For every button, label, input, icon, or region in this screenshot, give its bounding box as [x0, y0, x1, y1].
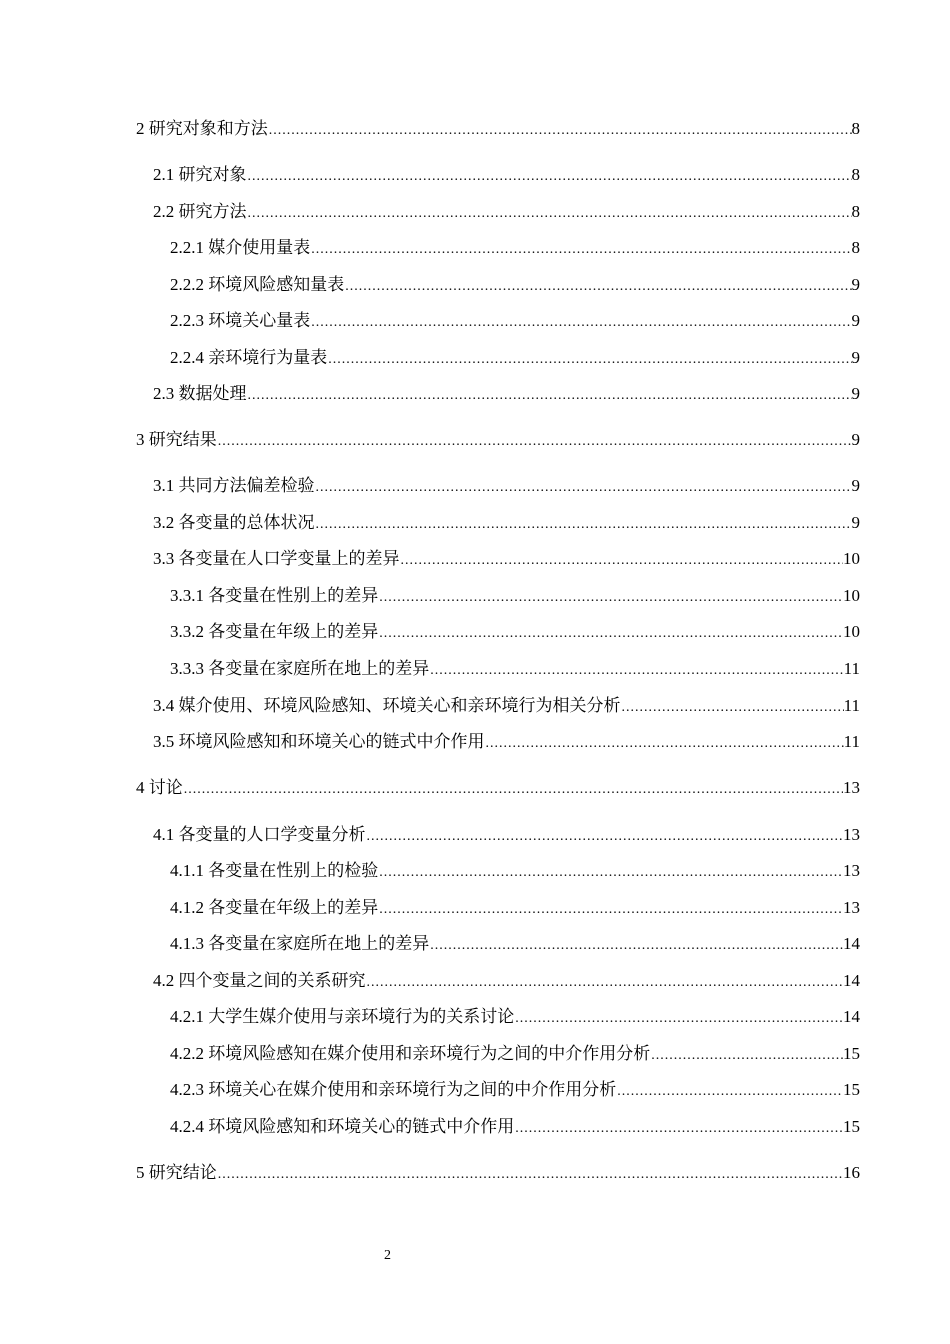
toc-entry-page: 10 [843, 586, 860, 605]
toc-leader-dots [316, 477, 852, 499]
toc-entry[interactable] [136, 1162, 860, 1186]
toc-entry-page: 14 [843, 934, 860, 953]
toc-entry-title: 4.2.2 环境风险感知在媒介使用和亲环境行为之间的中介作用分析 [170, 1044, 651, 1063]
page-number: 2 [384, 1248, 391, 1263]
toc-entry-page: 9 [851, 384, 860, 403]
toc-entry-page: 9 [851, 311, 860, 330]
toc-entry[interactable] [153, 731, 860, 755]
toc-entry-page: 8 [851, 165, 860, 184]
toc-entry-page: 15 [843, 1080, 860, 1099]
toc-entry-page: 13 [843, 825, 860, 844]
toc-entry-title: 4.2 四个变量之间的关系研究 [153, 971, 366, 990]
toc-entry[interactable] [170, 1006, 860, 1030]
toc-entry-page: 13 [843, 898, 860, 917]
toc-entry-page: 9 [851, 476, 860, 495]
toc-leader-dots [401, 550, 844, 572]
toc-entry-title: 2 研究对象和方法 [136, 119, 268, 138]
toc-entry[interactable] [136, 118, 860, 142]
toc-entry-title: 4.2.4 环境风险感知和环境关心的链式中介作用 [170, 1117, 515, 1136]
toc-entry-title: 3.3.2 各变量在年级上的差异 [170, 622, 379, 641]
toc-entry-title: 3.5 环境风险感知和环境关心的链式中介作用 [153, 732, 485, 751]
toc-entry[interactable] [170, 347, 860, 371]
toc-entry-page: 8 [851, 202, 860, 221]
toc-leader-dots [248, 203, 852, 225]
toc-entry-page: 16 [843, 1163, 860, 1182]
toc-leader-dots [269, 120, 852, 142]
toc-entry[interactable] [170, 585, 860, 609]
toc-entry[interactable] [153, 695, 860, 719]
toc-entry-page: 8 [851, 119, 860, 138]
toc-entry-title: 3.3.3 各变量在家庭所在地上的差异 [170, 659, 430, 678]
toc-entry-title: 3.4 媒介使用、环境风险感知、环境关心和亲环境行为相关分析 [153, 696, 621, 715]
toc-entry-title: 2.1 研究对象 [153, 165, 247, 184]
toc-entry-title: 2.2.4 亲环境行为量表 [170, 348, 328, 367]
toc-leader-dots [218, 1164, 843, 1186]
toc-entry[interactable] [136, 429, 860, 453]
toc-leader-dots [184, 779, 843, 801]
toc-leader-dots [248, 385, 852, 407]
toc-entry-page: 9 [851, 513, 860, 532]
toc-entry-title: 2.2.1 媒介使用量表 [170, 238, 311, 257]
toc-leader-dots [515, 1118, 843, 1140]
toc-entry-page: 9 [851, 348, 860, 367]
toc-entry-title: 4 讨论 [136, 778, 183, 797]
toc-entry-title: 4.2.3 环境关心在媒介使用和亲环境行为之间的中介作用分析 [170, 1080, 617, 1099]
toc-entry[interactable] [170, 933, 860, 957]
toc-entry[interactable] [153, 512, 860, 536]
toc-entry[interactable] [153, 548, 860, 572]
toc-leader-dots [311, 239, 851, 261]
toc-entry-title: 3 研究结果 [136, 430, 217, 449]
toc-leader-dots [379, 587, 843, 609]
toc-entry[interactable] [153, 164, 860, 188]
toc-leader-dots [367, 972, 844, 994]
toc-leader-dots [311, 312, 851, 334]
toc-entry[interactable] [153, 383, 860, 407]
toc-entry-title: 4.1.2 各变量在年级上的差异 [170, 898, 379, 917]
toc-entry[interactable] [153, 970, 860, 994]
toc-entry-page: 11 [843, 696, 860, 715]
toc-leader-dots [218, 431, 852, 453]
toc-leader-dots [328, 349, 851, 371]
toc-entry-page: 14 [843, 971, 860, 990]
toc-entry-page: 13 [843, 861, 860, 880]
toc-entry-page: 10 [843, 549, 860, 568]
toc-entry-title: 3.3 各变量在人口学变量上的差异 [153, 549, 400, 568]
toc-entry-title: 4.2.1 大学生媒介使用与亲环境行为的关系讨论 [170, 1007, 515, 1026]
toc-entry-title: 5 研究结论 [136, 1163, 217, 1182]
toc-entry[interactable] [170, 237, 860, 261]
toc-entry[interactable] [170, 310, 860, 334]
toc-entry-page: 15 [843, 1117, 860, 1136]
toc-entry-title: 2.2.2 环境风险感知量表 [170, 275, 345, 294]
toc-leader-dots [651, 1045, 843, 1067]
toc-entry-page: 11 [843, 659, 860, 678]
toc-leader-dots [316, 514, 852, 536]
toc-leader-dots [430, 660, 843, 682]
toc-entry-page: 9 [851, 430, 860, 449]
toc-entry-page: 9 [851, 275, 860, 294]
toc-entry-page: 15 [843, 1044, 860, 1063]
toc-leader-dots [379, 862, 843, 884]
toc-entry[interactable] [136, 777, 860, 801]
toc-entry[interactable] [153, 824, 860, 848]
toc-entry[interactable] [170, 658, 860, 682]
toc-entry-title: 3.1 共同方法偏差检验 [153, 476, 315, 495]
toc-entry[interactable] [170, 621, 860, 645]
toc-entry[interactable] [170, 274, 860, 298]
toc-entry-title: 3.2 各变量的总体状况 [153, 513, 315, 532]
toc-leader-dots [379, 899, 843, 921]
toc-leader-dots [617, 1081, 843, 1103]
toc-entry-page: 11 [843, 732, 860, 751]
toc-leader-dots [345, 276, 851, 298]
toc-entry[interactable] [170, 1079, 860, 1103]
toc-entry-page: 8 [851, 238, 860, 257]
toc-entry-page: 10 [843, 622, 860, 641]
toc-entry-title: 2.2.3 环境关心量表 [170, 311, 311, 330]
toc-entry[interactable] [153, 201, 860, 225]
toc-entry-title: 4.1.1 各变量在性别上的检验 [170, 861, 379, 880]
toc-entry[interactable] [170, 1043, 860, 1067]
toc-entry-title: 3.3.1 各变量在性别上的差异 [170, 586, 379, 605]
toc-entry-page: 14 [843, 1007, 860, 1026]
toc-entry-page: 13 [843, 778, 860, 797]
toc-leader-dots [486, 733, 844, 755]
toc-entry[interactable] [153, 475, 860, 499]
toc-entry-title: 4.1.3 各变量在家庭所在地上的差异 [170, 934, 430, 953]
toc-entry[interactable] [170, 897, 860, 921]
toc-leader-dots [622, 697, 844, 719]
toc-leader-dots [379, 623, 843, 645]
toc-entry-title: 2.2 研究方法 [153, 202, 247, 221]
toc-entry-title: 4.1 各变量的人口学变量分析 [153, 825, 366, 844]
toc-entry[interactable] [170, 860, 860, 884]
toc-leader-dots [515, 1008, 843, 1030]
toc-leader-dots [430, 935, 843, 957]
toc-entry-title: 2.3 数据处理 [153, 384, 247, 403]
toc-leader-dots [248, 166, 852, 188]
toc-entry[interactable] [170, 1116, 860, 1140]
toc-leader-dots [367, 826, 844, 848]
